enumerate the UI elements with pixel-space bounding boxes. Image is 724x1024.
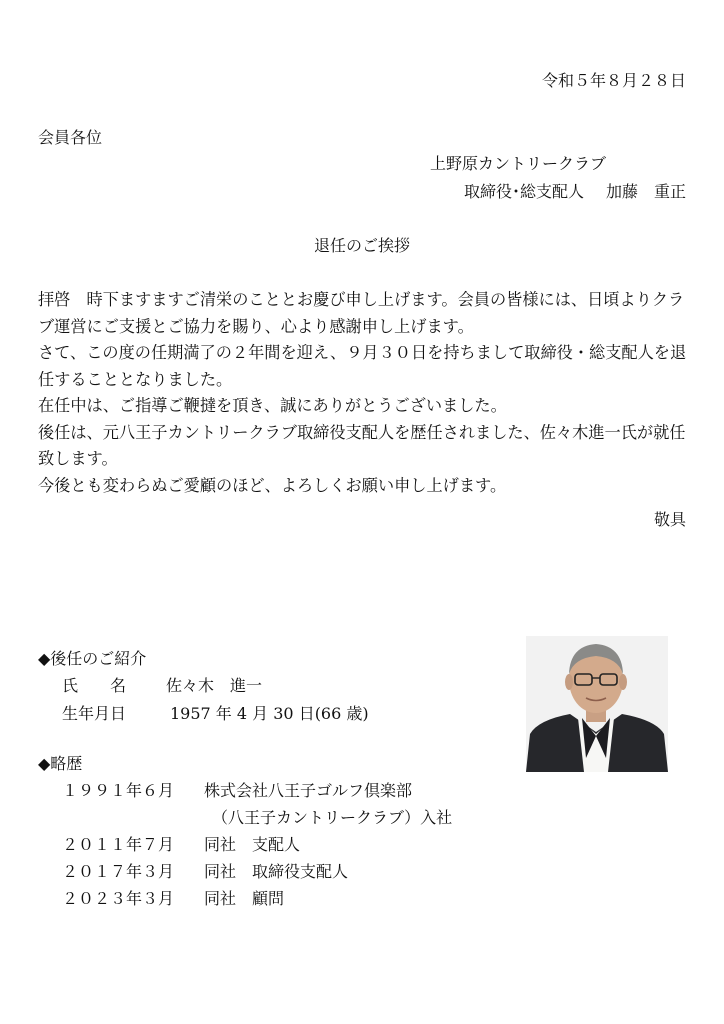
successor-name-row	[62, 675, 262, 697]
body-paragraph: 今後とも変わらぬご愛顧のほど、よろしくお願い申し上げます。	[38, 475, 507, 495]
successor-birth-row	[62, 703, 369, 725]
history-date: ２０２３年３月	[62, 889, 175, 908]
body-paragraph: 在任中は、ご指導ご鞭撻を頂き、誠にありがとうございました。	[38, 396, 507, 415]
history-text: 株式会社八王子ゴルフ倶楽部	[204, 781, 413, 800]
history-date: ２０１１年７月	[62, 835, 175, 854]
recipient: 会員各位	[38, 128, 103, 147]
history-date: １９９１年６月	[62, 781, 175, 800]
birth-value: 1957 年 4 月 30 日(66 歳)	[170, 704, 369, 723]
letter-title: 退任のご挨拶	[313, 236, 410, 255]
history-text: 同社 取締役支配人	[204, 862, 349, 881]
body-paragraph: 後任は、元八王子カントリークラブ取締役支配人を歴任されました、佐々木進一氏が就任致します。	[38, 422, 686, 468]
history-text: （八王子カントリークラブ）入社	[212, 808, 453, 827]
birth-label: 生年月日	[62, 704, 127, 723]
history-entry	[62, 780, 412, 802]
successor-photo	[526, 636, 668, 772]
letter-date: 令和５年８月２８日	[541, 71, 686, 90]
history-entry	[62, 807, 452, 829]
history-entry	[62, 888, 284, 910]
history-heading: ◆略歴	[38, 754, 83, 773]
sender-title: 取締役･総支配人	[463, 182, 584, 201]
successor-heading: ◆後任のご紹介	[38, 649, 147, 668]
letter-body	[38, 287, 688, 499]
body-paragraph: さて、この度の任期満了の２年間を迎え、９月３０日を持ちまして取締役・総支配人を退任することとなりました。	[38, 343, 687, 389]
history-date: ２０１７年３月	[62, 862, 175, 881]
sender-name: 加藤 重正	[605, 182, 686, 201]
history-text: 同社 顧問	[204, 889, 285, 908]
body-paragraph: 拝啓 時下ますますご清栄のこととお慶び申し上げます。会員の皆様には、日頃よりクラブ運営にご支援とご協力を賜り、心より感謝申し上げます。	[38, 290, 685, 336]
sender-signature	[464, 181, 686, 203]
history-entry	[62, 861, 348, 883]
history-entry	[62, 834, 300, 856]
history-text: 同社 支配人	[204, 835, 301, 854]
name-label: 氏 名	[62, 676, 127, 695]
name-value: 佐々木 進一	[166, 676, 263, 695]
closing: 敬具	[653, 510, 686, 529]
sender-organization: 上野原カントリークラブ	[430, 154, 607, 173]
